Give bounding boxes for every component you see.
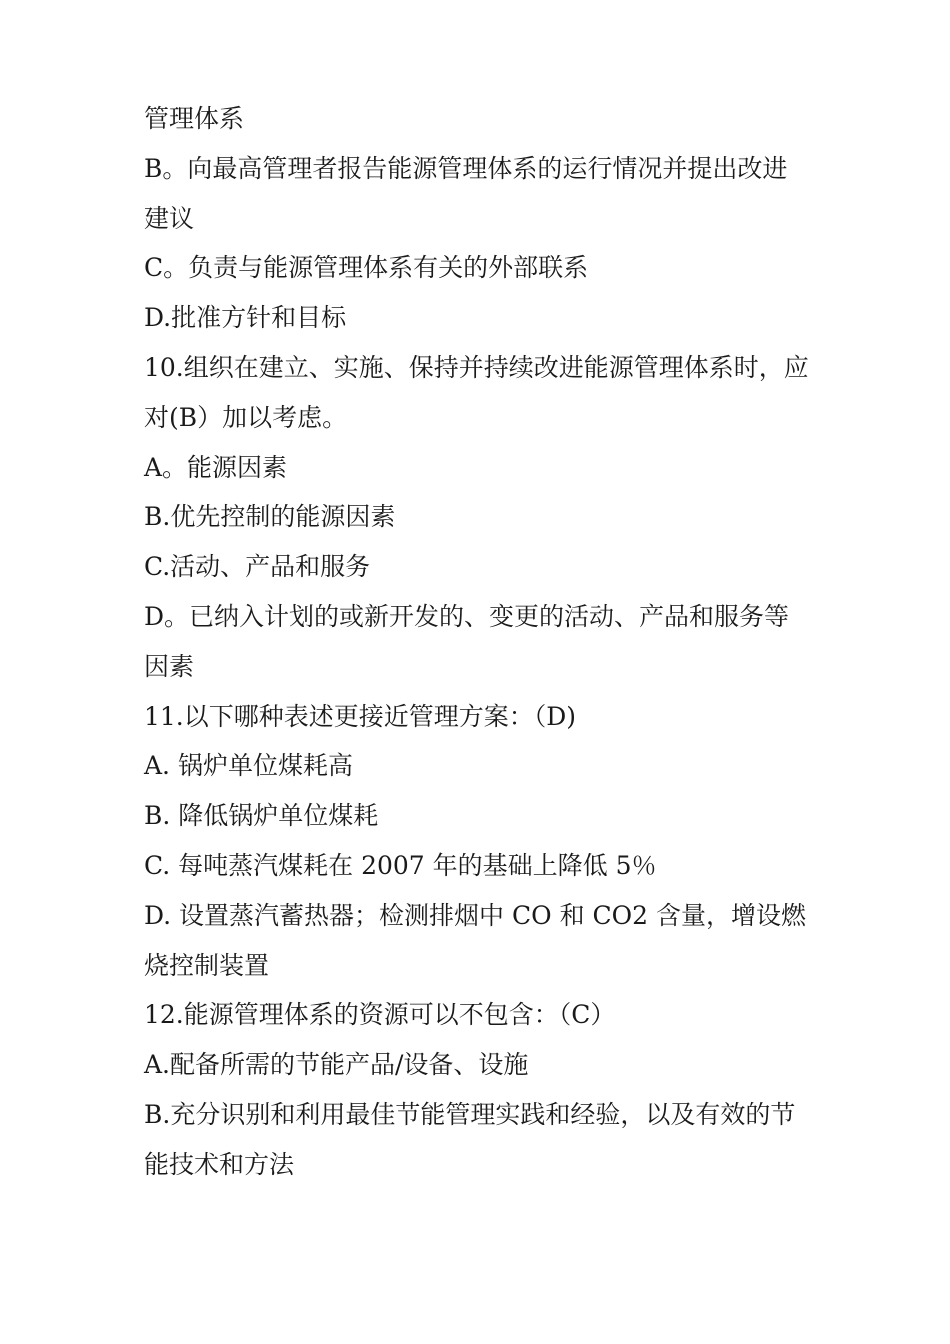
text-line: 因素 [144, 651, 195, 681]
option-b-line: B.充分识别和利用最佳节能管理实践和经验，以及有效的节 [144, 1099, 796, 1129]
text-line: 能技术和方法 [144, 1149, 295, 1179]
option-a-line: A. 锅炉单位煤耗高 [144, 751, 353, 781]
option-c-line: C. 每吨蒸汽煤耗在 2007 年的基础上降低 5％ [144, 850, 657, 880]
question-10: 10.组织在建立、实施、保持并持续改进能源管理体系时，应 [144, 352, 809, 382]
document-page [144, 94, 816, 1190]
option-a-line: A.配备所需的节能产品/设备、设施 [144, 1050, 529, 1080]
option-c-line: C。负责与能源管理体系有关的外部联系 [144, 253, 589, 283]
text-line: 建议 [144, 203, 195, 233]
option-a-line: A。能源因素 [144, 452, 288, 482]
question-11: 11.以下哪种表述更接近管理方案：（D) [144, 701, 577, 731]
option-d-line: D。已纳入计划的或新开发的、变更的活动、产品和服务等 [144, 601, 790, 631]
question-12: 12.能源管理体系的资源可以不包含：（C） [144, 1000, 616, 1030]
option-c-line: C.活动、产品和服务 [144, 552, 371, 582]
text-line: 烧控制装置 [144, 950, 270, 980]
option-d-line: D.批准方针和目标 [144, 303, 347, 333]
text-line: 管理体系 [144, 104, 245, 133]
option-b-line: B. 降低锅炉单位煤耗 [144, 801, 379, 831]
option-d-line: D. 设置蒸汽蓄热器；检测排烟中 CO 和 CO2 含量，增设燃 [144, 900, 806, 930]
option-b-line: B.优先控制的能源因素 [144, 502, 396, 532]
question-10-cont: 对(B）加以考虑。 [144, 402, 348, 432]
option-b-line: B。向最高管理者报告能源管理体系的运行情况并提出改进 [144, 153, 788, 183]
